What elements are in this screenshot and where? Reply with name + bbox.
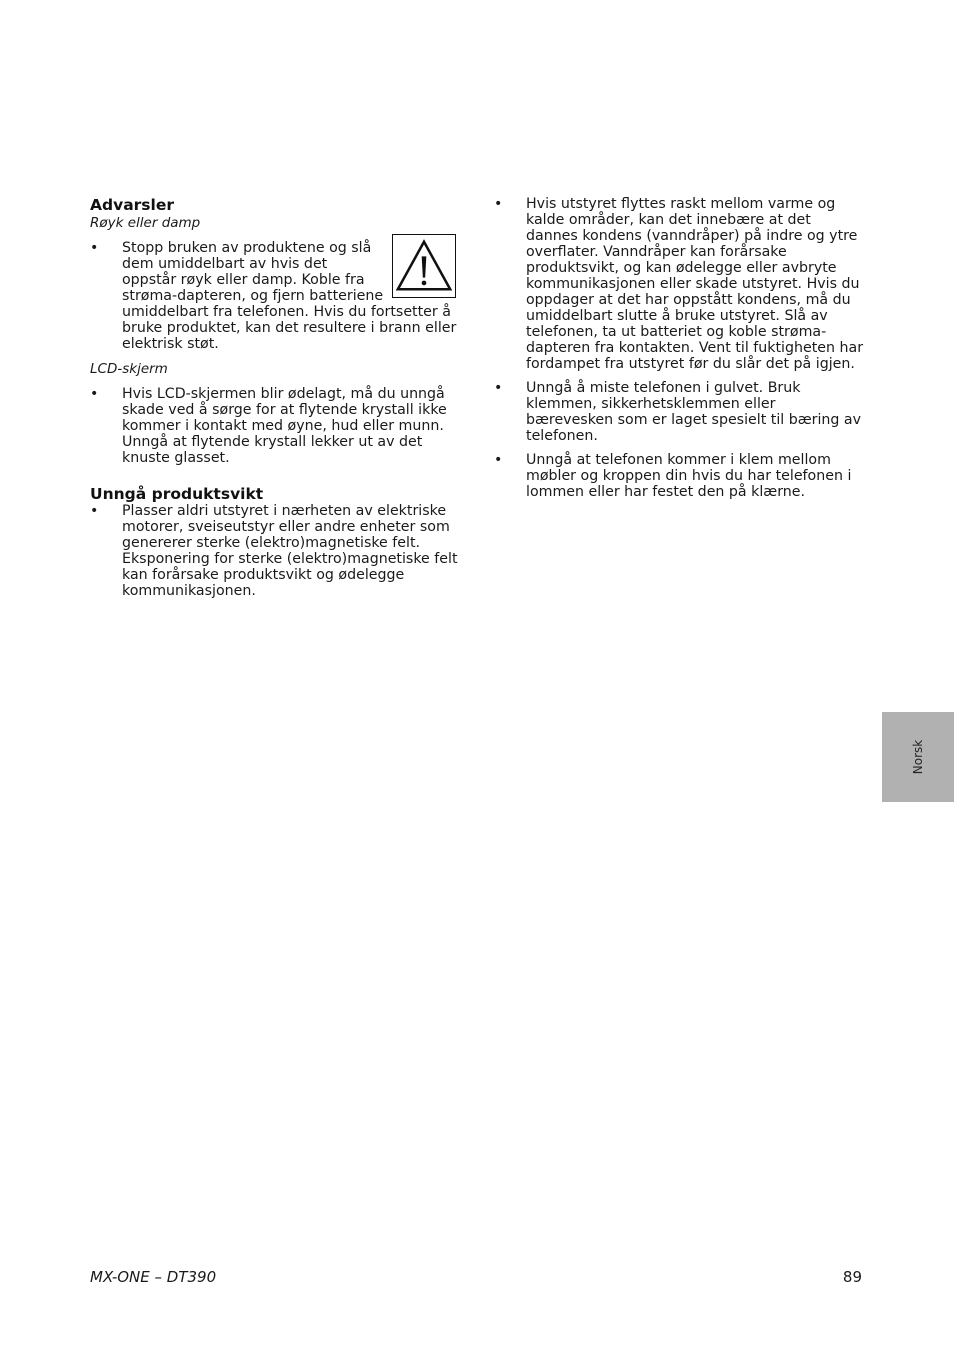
list-item (90, 240, 458, 352)
lcd-warning-text: Hvis LCD-skjermen blir ødelagt, må du unngå skade ved å sørge for at flytende krystall ikke kommer i kontakt med øyne, hud eller munn. Unngå at flytende krystall lekker ut av det knuste glasset. (122, 386, 447, 466)
left-column (90, 196, 458, 599)
list-item (494, 196, 866, 372)
failure-list (90, 503, 458, 599)
language-tab (882, 712, 954, 802)
list-item (494, 380, 866, 444)
advarsler-heading: Advarsler (90, 196, 174, 214)
bullet: • (494, 452, 503, 468)
right-list (494, 196, 866, 500)
bullet: • (90, 503, 99, 519)
language-tab-label: Norsk (911, 739, 925, 775)
smoke-subheading: Røyk eller damp (90, 215, 201, 231)
failure-warning-text: Plasser aldri utstyret i nærheten av elektriske motorer, sveiseutstyr eller andre enheter som genererer sterke (elektro)magnetiske felt. Eksponering for sterke (elektro)magnetiske felt kan forårsake produktsvikt og ødelegge kommunikasjonen. (122, 503, 458, 599)
pinch-text: Unngå at telefonen kommer i klem mellom møbler og kroppen din hvis du har telefonen i lommen eller har festet den på klærne. (526, 452, 852, 500)
bullet: • (494, 196, 503, 212)
drop-text: Unngå å miste telefonen i gulvet. Bruk klemmen, sikkerhetsklemmen eller bærevesken som er laget spesielt til bæring av telefonen. (526, 380, 862, 444)
lcd-subheading: LCD-skjerm (90, 361, 168, 377)
lcd-list (90, 386, 458, 466)
bullet: • (494, 380, 503, 396)
footer-product: MX-ONE – DT390 (90, 1268, 217, 1286)
list-item (90, 503, 458, 599)
smoke-list (90, 240, 458, 352)
list-item (494, 452, 866, 500)
list-item (90, 386, 458, 466)
bullet: • (90, 240, 99, 256)
right-column (494, 196, 866, 500)
smoke-warning-text: Stopp bruken av produktene og slå dem umiddelbart av hvis det oppstår røyk eller damp. Koble fra strøma-dapteren, og fjern batteriene umiddelbart fra telefonen. Hvis du fortsetter å bruke produktet, kan det resultere i brann eller elektrisk støt. (122, 240, 457, 352)
page-number: 89 (842, 1268, 862, 1286)
failure-heading: Unngå produktsvikt (90, 485, 264, 503)
condensation-text: Hvis utstyret flyttes raskt mellom varme og kalde områder, kan det innebære at det dannes kondens (vanndråper) på indre og ytre overflater. Vanndråper kan forårsake produktsvikt, og kan ødelegge eller avbryte kommunikasjonen eller skade utstyret. Hvis du oppdager at det har oppstått kondens, må du umiddelbart slutte å bruke utstyret. Slå av telefonen, ta ut batteriet og koble strøma-dapteren fra kontakten. Vent til fuktigheten har fordampet fra utstyret før du slår det på igjen. (526, 196, 864, 372)
bullet: • (90, 386, 99, 402)
